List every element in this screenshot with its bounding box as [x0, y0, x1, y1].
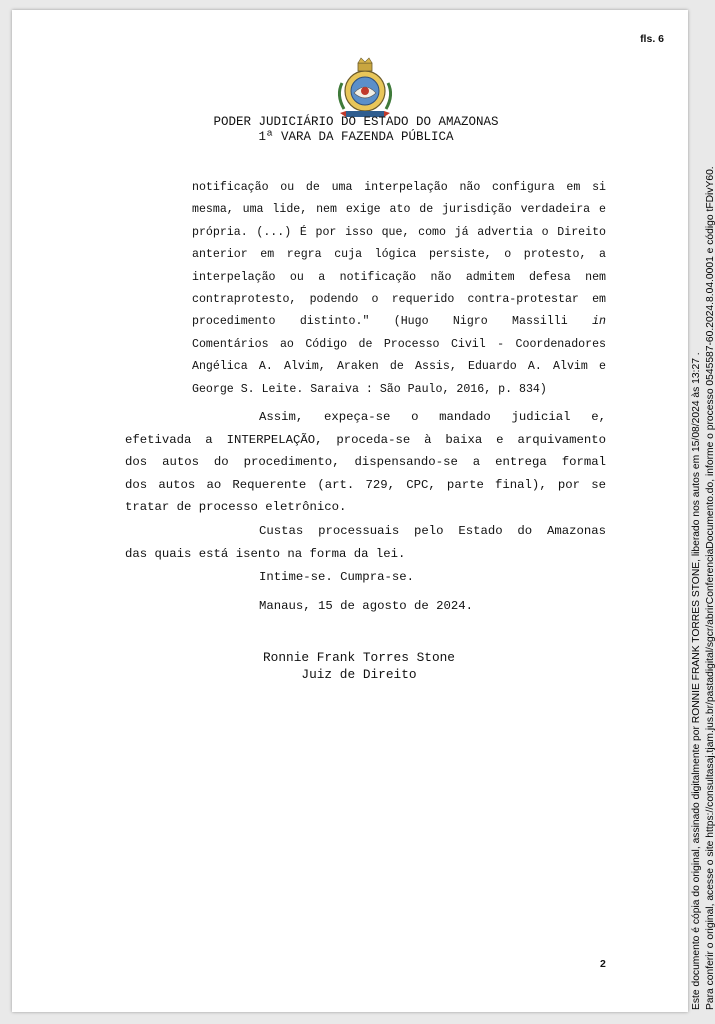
- paragraph-line: Intime-se. Cumpra-se.: [259, 570, 414, 584]
- paragraph-line: Assim, expeça-se o mandado judicial e,: [259, 410, 606, 424]
- quote-line: George S. Leite. Saraiva : São Paulo, 2016, p. 834): [192, 382, 547, 396]
- paragraph-line: efetivada a INTERPELAÇÃO, proceda-se à baixa e arquivamento: [125, 432, 606, 447]
- quote-line: contraprotesto, podendo o requerido contra-protestar em: [192, 292, 606, 306]
- quote-line: própria. (...) É por isso que, como já advertia o Direito: [192, 225, 606, 239]
- judge-title: Juiz de Direito: [301, 667, 417, 682]
- quote-line: notificação ou de uma interpelação não configura em si: [192, 181, 606, 194]
- paragraph-line: Custas processuais pelo Estado do Amazonas: [259, 524, 606, 538]
- paragraph-line: das quais está isento na forma da lei.: [125, 546, 406, 561]
- quote-line: Angélica A. Alvim, Araken de Assis, Eduardo A. Alvim e: [192, 360, 606, 374]
- quote-line-text: procedimento distinto." (Hugo Nigro Massilli: [192, 315, 568, 329]
- quote-line-with-italic: [192, 311, 606, 333]
- coat-of-arms-icon: [334, 53, 396, 121]
- document-page: [12, 10, 688, 1012]
- signature-notice-line: Este documento é cópia do original, assinado digitalmente por RONNIE FRANK TORRES STONE, liberado nos autos em 15/08/2024 às 13:27 .: [691, 352, 702, 1010]
- signature-block: [244, 649, 474, 683]
- quote-line: anterior em regra cuja lógica persiste, o protesto, a: [192, 248, 606, 262]
- court-name: PODER JUDICIÁRIO DO ESTADO DO AMAZONAS: [213, 115, 499, 129]
- digital-signature-notice: [690, 110, 715, 1010]
- paragraph-date: [125, 595, 606, 618]
- paragraph-intimation: [125, 566, 606, 589]
- italic-in: in: [592, 315, 606, 329]
- legal-citation-quote: [192, 177, 606, 401]
- page-mark: fls. 6: [640, 33, 664, 45]
- judge-name: Ronnie Frank Torres Stone: [263, 650, 455, 665]
- paragraph-costs: [125, 520, 606, 565]
- court-header: [12, 115, 688, 145]
- verification-notice-line: Para conferir o original, acesse o site https://consultasaj.tjam.jus.br/pastadigital/sgcr/abrirConferenciaDocumento.do, informe o processo 0545587-60.2024.8.04.0001 e código tFDivY60.: [704, 166, 715, 1010]
- date-line: Manaus, 15 de agosto de 2024.: [259, 599, 474, 613]
- quote-line: interpelação ou a notificação não admitem defesa nem: [192, 270, 606, 284]
- court-division: 1ª VARA DA FAZENDA PÚBLICA: [258, 130, 454, 144]
- paragraph-order: [125, 406, 606, 519]
- page-number: 2: [600, 958, 606, 970]
- paragraph-line: dos autos ao Requerente (art. 729, CPC, parte final), por se: [125, 477, 606, 492]
- paragraph-line: tratar de processo eletrônico.: [125, 500, 347, 515]
- quote-line: mesma, uma lide, nem exige ato de jurisdição verdadeira e: [192, 203, 606, 217]
- paragraph-line: dos autos do procedimento, dispensando-se a entrega formal: [125, 455, 606, 470]
- quote-line: Comentários ao Código de Processo Civil - Coordenadores: [192, 337, 606, 351]
